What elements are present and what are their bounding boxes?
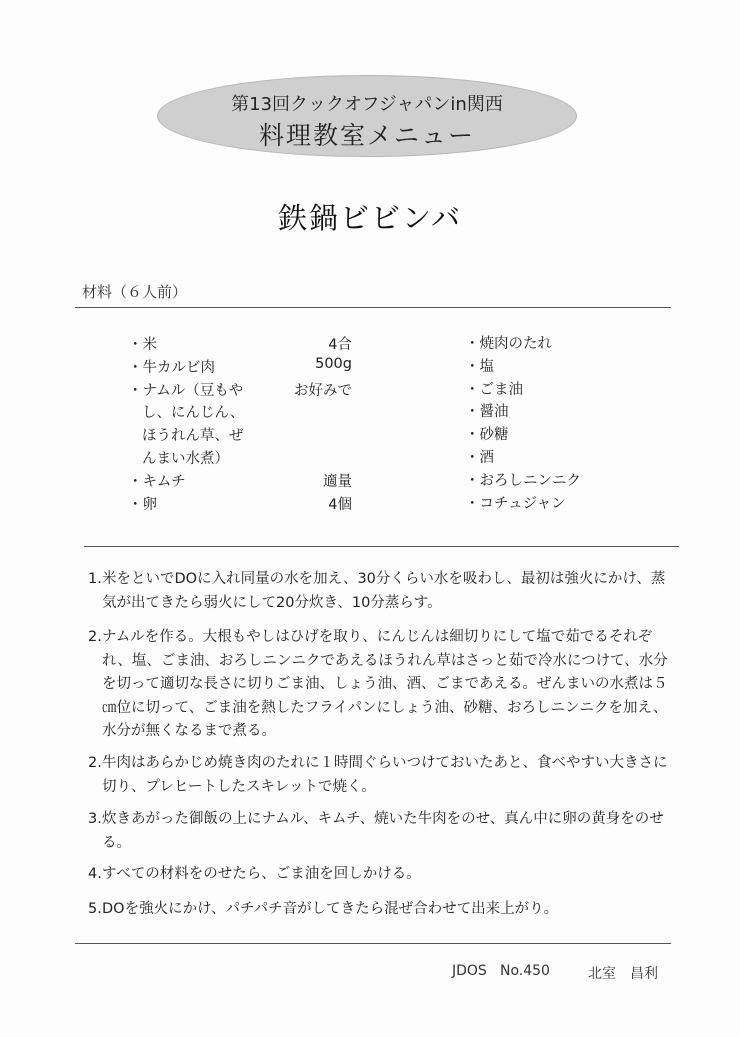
footer-author: 北室 昌利 xyxy=(588,966,658,982)
event-name: 第13回クックオフジャパンin関西 xyxy=(231,94,503,115)
divider-top xyxy=(75,307,671,308)
step-number: 5. xyxy=(88,901,102,917)
ingredient-item: ・ナムル（豆もや xyxy=(128,382,244,399)
header-banner xyxy=(157,75,577,157)
menu-title: 料理教室メニュー xyxy=(258,121,475,150)
ingredient-amount: 適量 xyxy=(323,473,352,490)
seasoning-item: ・ごま油 xyxy=(465,381,523,398)
step-text: ナムルを作る。大根もやしはひげを取り、にんじんは細切りにして塩で茹でるそれぞれ、塩、ごま油、おろしニンニクであえるほうれん草はさっと茹で冷水につけて、水分を切って適切な長さに切りごま油、しょう油、酒、ごまであえる。ぜんまいの水煮は５㎝位に切って、ごま油を熱したフライパンにしょう油、砂糖、おろしニンニクを加え、水分が無くなるまで煮る。 xyxy=(102,629,668,739)
divider-middle xyxy=(84,546,679,547)
ingredient-item: し、にんじん、 xyxy=(142,405,245,422)
step-text: 炊きあがった御飯の上にナムル、キムチ、焼いた牛肉をのせ、真ん中に卵の黄身をのせる。 xyxy=(102,811,664,851)
step-text: 米をといでDOに入れ同量の水を加え、30分くらい水を吸わし、最初は強火にかけ、蒸気が出てきたら弱火にして20分炊き、10分蒸らす。 xyxy=(102,571,666,611)
seasoning-item: ・醤油 xyxy=(465,404,509,421)
seasoning-item: ・おろしニンニク xyxy=(465,472,581,489)
step-number: 1. xyxy=(88,571,102,587)
seasoning-item: ・酒 xyxy=(465,449,494,466)
step-number: 2. xyxy=(88,629,102,645)
divider-bottom xyxy=(75,943,671,944)
step-text: すべての材料をのせたら、ごま油を回しかける。 xyxy=(102,866,421,882)
footer-number: No.450 xyxy=(500,963,550,979)
ingredient-item: んまい水煮） xyxy=(142,451,229,467)
step-number: 4. xyxy=(88,866,102,882)
step-text: 牛肉はあらかじめ焼き肉のたれに１時間ぐらいつけておいたあと、食べやすい大きさに切り、プレヒートしたスキレットで焼く。 xyxy=(102,755,668,795)
step-text: DOを強火にかけ、パチパチ音がしてきたら混ぜ合わせて出来上がり。 xyxy=(102,901,559,917)
ingredients-heading: 材料（６人前） xyxy=(82,283,188,301)
ingredient-amount: お好みで xyxy=(294,382,352,399)
ingredient-amount: 4合 xyxy=(328,337,352,353)
seasoning-item: ・砂糖 xyxy=(465,427,509,444)
step-number: 3. xyxy=(88,811,102,827)
ingredient-item: ・卵 xyxy=(128,496,157,513)
footer-org: JDOS xyxy=(452,963,487,979)
ingredient-amount: 500g xyxy=(315,355,352,372)
ingredient-item: ・キムチ xyxy=(128,473,186,490)
seasoning-item: ・塩 xyxy=(465,358,494,375)
ingredient-item: ほうれん草、ぜ xyxy=(142,428,244,445)
ingredient-item: ・米 xyxy=(128,337,157,353)
seasoning-item: ・コチュジャン xyxy=(465,495,566,512)
step-number: 2. xyxy=(88,755,102,771)
recipe-title: 鉄鍋ビビンバ xyxy=(278,201,462,235)
ingredient-amount: 4個 xyxy=(328,496,352,513)
seasoning-item: ・焼肉のたれ xyxy=(465,336,552,352)
seasoning-list xyxy=(465,333,581,515)
ingredient-item: ・牛カルビ肉 xyxy=(128,359,215,376)
